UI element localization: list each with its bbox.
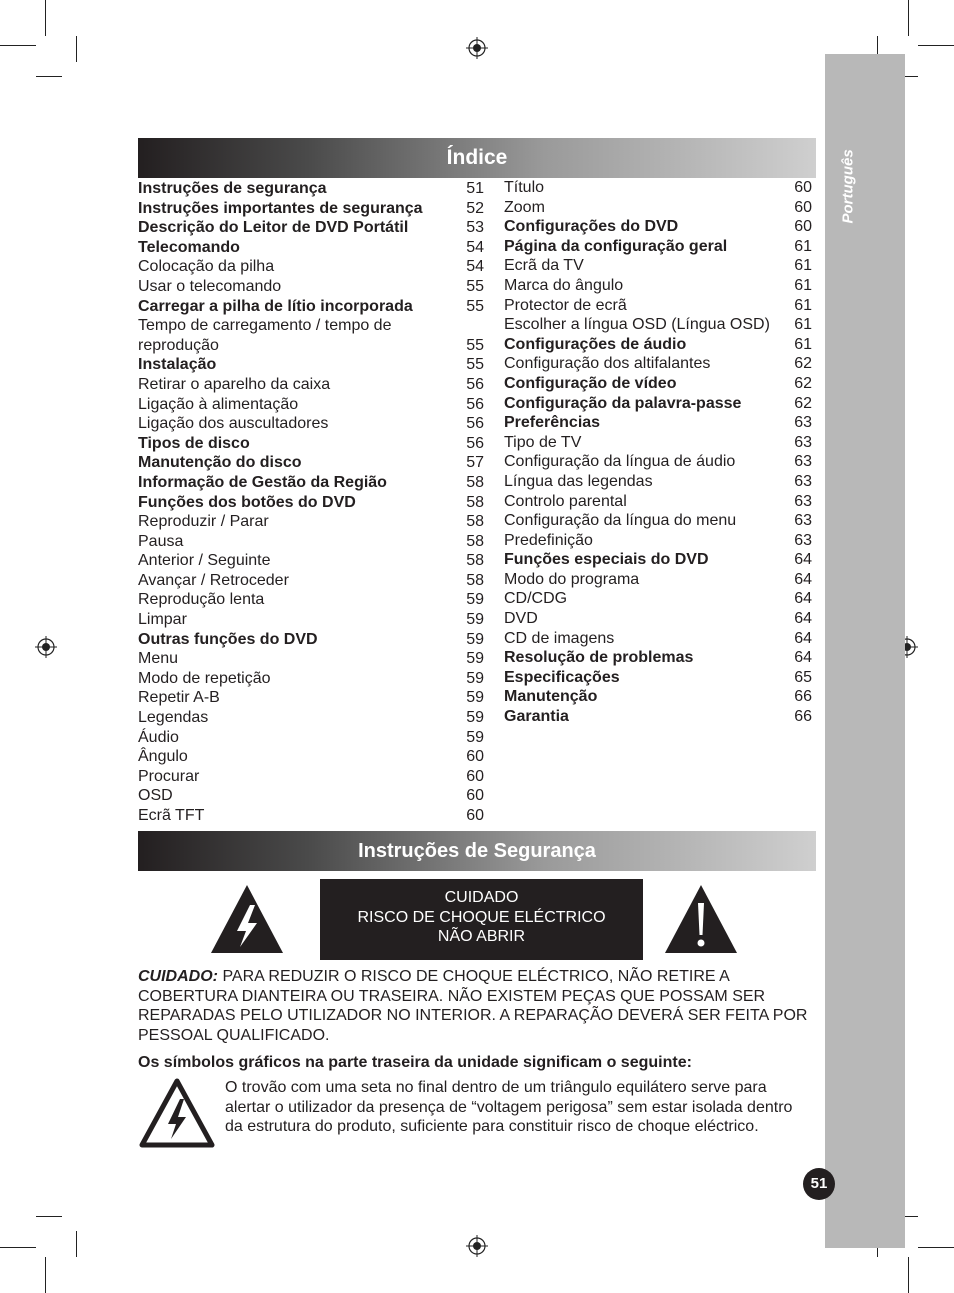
caution-text: PARA REDUZIR O RISCO DE CHOQUE ELÉCTRICO, NÃO RETIRE A COBERTURA DIANTEIRA OU TRASEIRA. NÃO EXISTEM PEÇAS QUE POSSAM SER REPARADAS PELO UTILIZADOR NO INTERIOR. A REPARAÇÃO DEVERÁ SER FEITA POR PESSOAL QUALIFICADO. — [138, 968, 808, 1044]
toc-entry-title: Zoom — [504, 198, 545, 216]
toc-entry — [138, 590, 484, 610]
toc-entry-title: Procurar — [138, 767, 200, 785]
crop-mark — [908, 1257, 909, 1293]
toc-entry — [138, 355, 484, 375]
toc-entry-page: 55 — [466, 336, 484, 354]
crop-mark — [76, 1231, 77, 1257]
toc-entry-page: 55 — [466, 356, 484, 374]
toc-entry — [138, 375, 484, 395]
toc-entry — [138, 728, 484, 748]
toc-entry-title: Configuração da língua do menu — [504, 512, 737, 530]
toc-entry-page: 61 — [794, 276, 812, 294]
toc-entry-title: Menu — [138, 650, 179, 668]
toc-entry — [504, 707, 812, 727]
toc-entry-title: Ligação dos auscultadores — [138, 415, 329, 433]
toc-entry-page: 58 — [466, 552, 484, 570]
toc-entry-page: 66 — [794, 688, 812, 706]
toc-entry — [138, 179, 484, 199]
toc-entry-title: Preferências — [504, 414, 601, 432]
warning-line: CUIDADO — [444, 889, 519, 906]
toc-entry — [504, 570, 812, 590]
toc-entry-title: Configuração da palavra-passe — [504, 394, 742, 412]
toc-entry-page: 57 — [466, 454, 484, 472]
toc-entry-page: 59 — [466, 630, 484, 648]
toc-entry-page: 56 — [466, 395, 484, 413]
toc-entry-page: 59 — [466, 689, 484, 707]
toc-entry-page: 64 — [794, 551, 812, 569]
toc-entry — [504, 668, 812, 688]
toc-entry-title: Legendas — [138, 709, 209, 727]
toc-entry-page: 63 — [794, 512, 812, 530]
toc-entry — [504, 413, 812, 433]
toc-entry-title: Funções especiais do DVD — [504, 551, 709, 569]
warning-box — [320, 879, 643, 960]
toc-entry — [138, 688, 484, 708]
toc-entry-page: 59 — [466, 669, 484, 687]
toc-right-column — [504, 178, 812, 727]
toc-entry — [138, 257, 484, 277]
exclamation-triangle-icon — [663, 883, 739, 955]
toc-entry-page: 53 — [466, 219, 484, 237]
toc-entry — [504, 394, 812, 414]
toc-entry-page: 52 — [466, 199, 484, 217]
toc-entry — [504, 629, 812, 649]
toc-entry-page: 62 — [794, 355, 812, 373]
toc-entry — [504, 648, 812, 668]
toc-entry-title: Controlo parental — [504, 492, 627, 510]
toc-entry — [138, 297, 484, 317]
toc-entry-title: Título — [504, 179, 545, 196]
toc-entry-title: Pausa — [138, 532, 184, 550]
symbols-heading: Os símbolos gráficos na parte traseira da unidade significam o seguinte: — [138, 1054, 692, 1071]
toc-entry-page: 56 — [466, 434, 484, 452]
crop-mark — [918, 1247, 954, 1248]
toc-entry-title: Carregar a pilha de lítio incorporada — [138, 297, 413, 315]
toc-entry-title: OSD — [138, 787, 173, 805]
toc-entry-title: Ângulo — [138, 748, 188, 766]
toc-entry — [504, 687, 812, 707]
toc-entry-page: 58 — [466, 571, 484, 589]
toc-entry — [138, 669, 484, 689]
toc-entry-page: 59 — [466, 709, 484, 727]
toc-entry-title: Ligação à alimentação — [138, 395, 299, 413]
toc-entry — [138, 395, 484, 415]
toc-entry-page: 60 — [466, 787, 484, 805]
toc-entry — [504, 433, 812, 453]
caution-paragraph — [138, 967, 818, 1045]
toc-entry-title: Marca do ângulo — [504, 276, 624, 294]
caution-label: CUIDADO: — [138, 968, 218, 985]
crop-mark — [0, 1247, 36, 1248]
toc-entry-page: 63 — [794, 531, 812, 549]
safety-title: Instruções de Segurança — [138, 831, 816, 871]
crop-mark — [908, 0, 909, 36]
toc-entry-title: Predefinição — [504, 531, 593, 549]
crop-mark — [45, 1257, 46, 1293]
toc-entry-title: Especificações — [504, 668, 620, 686]
toc-entry-page: 58 — [466, 473, 484, 491]
toc-entry — [504, 296, 812, 316]
toc-entry-page: 51 — [466, 180, 484, 197]
toc-entry — [504, 178, 812, 198]
warning-line: NÃO ABRIR — [437, 928, 526, 946]
toc-entry-page: 59 — [466, 728, 484, 746]
toc-entry-page: 58 — [466, 493, 484, 511]
toc-entry — [504, 217, 812, 237]
toc-entry-page: 56 — [466, 415, 484, 433]
toc-entry-page: 60 — [794, 218, 812, 236]
toc-entry — [504, 276, 812, 296]
toc-entry-title: CD/CDG — [504, 590, 568, 608]
registration-mark-icon — [35, 636, 57, 658]
toc-entry-title: Tipos de disco — [138, 434, 250, 452]
toc-entry-page: 64 — [794, 649, 812, 667]
toc-entry-title: Modo de repetição — [138, 669, 271, 687]
toc-entry-title: Configuração da língua de áudio — [504, 453, 736, 471]
lightning-triangle-icon — [139, 1077, 215, 1149]
toc-entry-page: 64 — [794, 610, 812, 628]
toc-entry-page: 62 — [794, 374, 812, 392]
toc-entry — [504, 472, 812, 492]
toc-entry — [138, 532, 484, 552]
toc-entry-title: Língua das legendas — [504, 472, 653, 490]
toc-entry-page: 60 — [466, 748, 484, 766]
index-title: Índice — [138, 138, 816, 178]
toc-entry-title: Repetir A-B — [138, 689, 220, 707]
toc-entry-page: 63 — [794, 414, 812, 432]
toc-entry-title: Ecrã da TV — [504, 257, 584, 275]
toc-entry-title: Descrição do Leitor de DVD Portátil — [138, 219, 409, 237]
toc-entry-page: 59 — [466, 591, 484, 609]
toc-entry — [138, 218, 484, 238]
registration-mark-icon — [466, 1235, 488, 1257]
toc-entry-title: Retirar o aparelho da caixa — [138, 375, 331, 393]
toc-entry-page: 59 — [466, 650, 484, 668]
toc-entry-page: 55 — [466, 297, 484, 315]
toc-entry-title: Reprodução lenta — [138, 591, 265, 609]
toc-entry-title: Modo do programa — [504, 570, 640, 588]
toc-entry-title: Colocação da pilha — [138, 258, 275, 276]
toc-entry-page: 66 — [794, 708, 812, 726]
toc-entry-title: Funções dos botões do DVD — [138, 493, 356, 511]
toc-entry — [138, 649, 484, 669]
toc-entry-page: 60 — [466, 807, 484, 824]
toc-entry-title: Tipo de TV — [504, 433, 582, 451]
toc-entry — [504, 237, 812, 257]
toc-entry-title: Áudio — [138, 728, 179, 746]
toc-entry — [504, 354, 812, 374]
registration-mark-icon — [466, 37, 488, 59]
toc-entry-title: Escolher a língua OSD (Língua OSD) — [504, 316, 770, 334]
language-side-tab — [825, 54, 905, 1248]
toc-entry-page: 62 — [794, 394, 812, 412]
toc-entry — [138, 277, 484, 297]
toc-entry-page: 59 — [466, 611, 484, 629]
warning-line: RISCO DE CHOQUE ELÉCTRICO — [357, 908, 606, 926]
toc-entry — [138, 747, 484, 767]
toc-entry — [504, 374, 812, 394]
toc-entry-title: Reproduzir / Parar — [138, 513, 269, 531]
toc-entry-page: 61 — [794, 257, 812, 275]
toc-entry-title: Instalação — [138, 356, 217, 374]
toc-entry — [138, 708, 484, 728]
toc-entry-page: 64 — [794, 590, 812, 608]
toc-entry — [504, 256, 812, 276]
toc-entry — [504, 550, 812, 570]
toc-entry — [504, 531, 812, 551]
toc-entry-page: 56 — [466, 375, 484, 393]
toc-entry-title: Usar o telecomando — [138, 277, 282, 295]
toc-entry — [138, 473, 484, 493]
toc-entry-page: 60 — [466, 767, 484, 785]
toc-entry — [138, 238, 484, 258]
toc-entry-title: Outras funções do DVD — [138, 630, 318, 648]
toc-entry-page: 63 — [794, 453, 812, 471]
toc-entry-page: 64 — [794, 570, 812, 588]
crop-mark — [918, 45, 954, 46]
toc-entry — [504, 315, 812, 335]
toc-entry — [138, 806, 484, 826]
toc-entry-title: Manutenção — [504, 688, 598, 706]
crop-mark — [45, 0, 46, 36]
toc-entry-title: Tempo de carregamento / tempo de reprodução — [138, 317, 392, 354]
toc-entry — [138, 434, 484, 454]
toc-entry-title: DVD — [504, 610, 538, 628]
toc-entry-page: 58 — [466, 513, 484, 531]
toc-entry-title: Configuração de vídeo — [504, 374, 677, 392]
toc-entry — [504, 452, 812, 472]
toc-entry-title: Configurações de áudio — [504, 335, 687, 353]
toc-entry-page: 54 — [466, 258, 484, 276]
toc-entry-page: 61 — [794, 296, 812, 314]
lightning-triangle-icon — [209, 883, 285, 955]
crop-mark — [36, 1216, 62, 1217]
toc-entry-page: 58 — [466, 532, 484, 550]
toc-entry — [138, 199, 484, 219]
toc-entry — [504, 492, 812, 512]
toc-entry — [138, 610, 484, 630]
toc-entry-page: 61 — [794, 316, 812, 334]
toc-entry — [504, 198, 812, 218]
toc-entry-page: 61 — [794, 237, 812, 255]
language-label: Português — [839, 149, 857, 224]
toc-entry — [138, 453, 484, 473]
toc-entry — [138, 630, 484, 650]
toc-entry-title: Instruções importantes de segurança — [138, 199, 423, 217]
toc-entry-title: Resolução de problemas — [504, 649, 694, 667]
page-number: 51 — [803, 1168, 835, 1200]
toc-entry-title: Ecrã TFT — [138, 807, 205, 824]
toc-entry-page: 55 — [466, 277, 484, 295]
toc-entry — [504, 335, 812, 355]
toc-entry-title: Telecomando — [138, 238, 240, 256]
toc-entry — [138, 493, 484, 513]
toc-entry-title: Configurações do DVD — [504, 218, 679, 236]
toc-entry — [138, 571, 484, 591]
toc-entry-title: Configuração dos altifalantes — [504, 355, 711, 373]
toc-entry-title: Instruções de segurança — [138, 180, 327, 197]
toc-entry — [504, 589, 812, 609]
toc-entry-title: Informação de Gestão da Região — [138, 473, 387, 491]
toc-entry — [138, 551, 484, 571]
toc-entry-title: Anterior / Seguinte — [138, 552, 271, 570]
toc-entry — [138, 414, 484, 434]
lightning-description: O trovão com uma seta no final dentro de um triângulo equilátero serve para alertar o utilizador da presença de “voltagem perigosa” sem estar isolada dentro da estrutura do produto, suficiente para constituir risco de choque eléctrico. — [225, 1079, 793, 1136]
toc-entry-page: 63 — [794, 492, 812, 510]
toc-entry-page: 64 — [794, 629, 812, 647]
toc-entry-page: 60 — [794, 198, 812, 216]
crop-mark — [36, 76, 62, 77]
toc-entry-page: 65 — [794, 668, 812, 686]
toc-entry — [138, 316, 484, 355]
toc-entry-page: 61 — [794, 335, 812, 353]
toc-entry-title: Limpar — [138, 611, 187, 629]
toc-entry-title: Garantia — [504, 708, 569, 726]
toc-entry-title: Protector de ecrã — [504, 296, 627, 314]
toc-entry-page: 54 — [466, 238, 484, 256]
crop-mark — [0, 45, 36, 46]
toc-entry-page: 63 — [794, 472, 812, 490]
toc-entry — [504, 511, 812, 531]
toc-entry — [138, 786, 484, 806]
toc-entry — [138, 767, 484, 787]
toc-entry-page: 60 — [794, 179, 812, 196]
toc-entry — [504, 609, 812, 629]
toc-entry-title: Avançar / Retroceder — [138, 571, 289, 589]
toc-entry-title: Manutenção do disco — [138, 454, 302, 472]
toc-left-column — [138, 179, 484, 826]
toc-entry-title: CD de imagens — [504, 629, 615, 647]
toc-entry — [138, 512, 484, 532]
toc-entry-title: Página da configuração geral — [504, 237, 728, 255]
toc-entry-page: 63 — [794, 433, 812, 451]
crop-mark — [76, 36, 77, 62]
